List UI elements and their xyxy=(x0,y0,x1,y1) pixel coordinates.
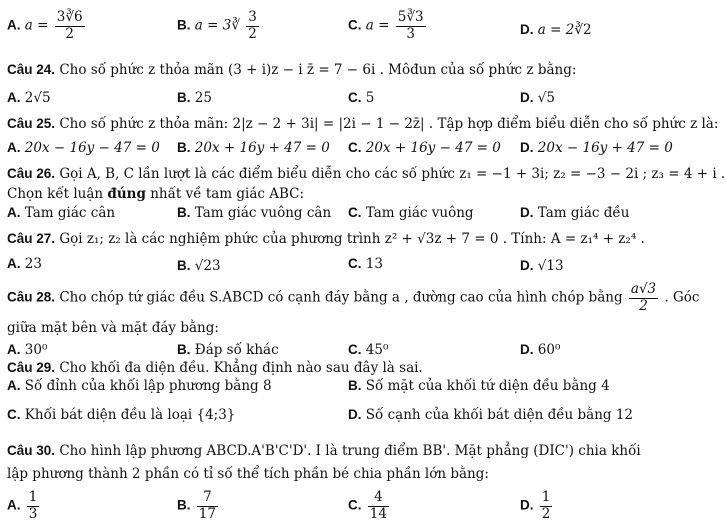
q25-stem: Cho số phức z thỏa mãn: 2|z − 2 + 3i| = |2i − 1 − 2z̄| . Tập hợp điểm biểu diễn cho số phức z là: xyxy=(59,116,719,132)
q23-option-c[interactable]: C. a = $\frac{5∛3}{3}$ xyxy=(348,9,424,42)
q23-b-num: 3 xyxy=(248,9,257,25)
q25-option-b[interactable]: B. 20x + 16y + 47 = 0 xyxy=(177,140,330,156)
q30-option-b[interactable]: B. $\frac{7}{17}$ xyxy=(177,489,216,522)
q25-option-d[interactable]: D. 20x − 16y + 47 = 0 xyxy=(520,140,673,156)
q28-option-b[interactable]: B. Đáp số khác xyxy=(177,342,279,358)
q23-option-b[interactable]: B. a = 3∛ $\frac{3}{2}$ xyxy=(177,9,257,42)
q23-c-den: 3 xyxy=(406,25,415,42)
q25-option-c[interactable]: C. 20x + 16y − 47 = 0 xyxy=(348,140,501,156)
q28-stem-line2: giữa mặt bên và mặt đáy bằng: xyxy=(7,320,219,336)
question-26: Câu 26. Gọi A, B, C lần lượt là các điểm biểu diễn cho các số phức z₁ = −1 + 3i; z₂ = −3 − 2i ; z₃ = 4 + i . xyxy=(7,166,725,182)
q27-option-d[interactable]: D. √13 xyxy=(520,258,564,274)
q26-stem-line2: Chọn kết luận đúng nhất về tam giác ABC: xyxy=(7,186,305,202)
q30-stem-line2: lập phương thành 2 phần có tỉ số thể tích phần bé chia phần lớn bằng: xyxy=(7,466,489,482)
q28-option-c[interactable]: C. 45⁰ xyxy=(348,342,389,358)
question-27: Câu 27. Gọi z₁; z₂ là các nghiệm phức của phương trình z² + √3z + 7 = 0 . Tính: A = z₁⁴ + z₂⁴ . xyxy=(7,231,645,247)
question-25: Câu 25. Cho số phức z thỏa mãn: 2|z − 2 + 3i| = |2i − 1 − 2z̄| . Tập hợp điểm biểu diễn cho số phức z là: xyxy=(7,116,719,132)
question-28: Câu 28. Cho chóp tứ giác đều S.ABCD có cạnh đáy bằng a , đường cao của hình chóp bằng $\frac{a√3}{2}$ . Góc xyxy=(7,281,700,314)
q23-option-a[interactable]: A. a = $\frac{3∛6}{2}$ xyxy=(7,9,83,42)
q30-option-d[interactable]: D. $\frac{1}{2}$ xyxy=(520,489,551,522)
q24-option-b[interactable]: B. 25 xyxy=(177,90,212,106)
q26-option-c[interactable]: C. Tam giác vuông xyxy=(348,205,474,221)
q23-b-den: 2 xyxy=(248,25,257,42)
q29-option-a[interactable]: A. Số đỉnh của khối lập phương bằng 8 xyxy=(7,378,272,394)
q29-stem: Cho khối đa diện đều. Khẳng định nào sau đây là sai. xyxy=(59,360,423,376)
question-29: Câu 29. Cho khối đa diện đều. Khẳng định nào sau đây là sai. xyxy=(7,360,423,376)
q29-option-d[interactable]: D. Số cạnh của khối bát diện đều bằng 12 xyxy=(348,407,633,423)
question-24: Câu 24. Cho số phức z thỏa mãn (3 + i)z − i z̄ = 7 − 6i . Môđun của số phức z bằng: xyxy=(7,62,577,78)
q23-c-num: 5∛3 xyxy=(397,9,424,25)
q26-option-d[interactable]: D. Tam giác đều xyxy=(520,205,630,221)
q27-stem: Gọi z₁; z₂ là các nghiệm phức của phương trình z² + √3z + 7 = 0 . Tính: A = z₁⁴ + z₂⁴ . xyxy=(59,231,645,247)
q26-option-b[interactable]: B. Tam giác vuông cân xyxy=(177,205,332,221)
q26-stem: Gọi A, B, C lần lượt là các điểm biểu diễn cho các số phức z₁ = −1 + 3i; z₂ = −3 − 2i ; z₃ = 4 + i . xyxy=(59,166,725,182)
question-30: Câu 30. Cho hình lập phương ABCD.A'B'C'D'. I là trung điểm BB'. Mặt phẳng (DIC') chia khối xyxy=(7,443,641,459)
q30-option-c[interactable]: C. $\frac{4}{14}$ xyxy=(348,489,387,522)
q30-stem: Cho hình lập phương ABCD.A'B'C'D'. I là trung điểm BB'. Mặt phẳng (DIC') chia khối xyxy=(59,443,641,459)
q23-a-den: 2 xyxy=(65,25,74,42)
q28-option-a[interactable]: A. 30⁰ xyxy=(7,342,48,358)
q25-option-a[interactable]: A. 20x − 16y − 47 = 0 xyxy=(7,140,160,156)
q26-option-a[interactable]: A. Tam giác cân xyxy=(7,205,116,221)
q24-option-c[interactable]: C. 5 xyxy=(348,90,375,106)
q27-option-a[interactable]: A. 23 xyxy=(7,256,42,272)
q27-option-b[interactable]: B. √23 xyxy=(177,258,221,274)
q28-frac-den: 2 xyxy=(639,297,648,314)
q24-option-d[interactable]: D. √5 xyxy=(520,90,555,106)
q29-option-b[interactable]: B. Số mặt của khối tứ diện đều bằng 4 xyxy=(348,378,610,394)
q24-stem: Cho số phức z thỏa mãn (3 + i)z − i z̄ = 7 − 6i . Môđun của số phức z bằng: xyxy=(59,62,577,78)
q24-option-a[interactable]: A. 2√5 xyxy=(7,90,51,106)
q28-stem: Cho chóp tứ giác đều S.ABCD có cạnh đáy bằng a , đường cao của hình chóp bằng xyxy=(59,289,623,306)
q27-option-c[interactable]: C. 13 xyxy=(348,256,383,272)
q30-option-a[interactable]: A. $\frac{1}{3}$ xyxy=(7,489,38,522)
q23-option-d[interactable]: D. a = 2∛2 xyxy=(520,22,592,38)
q23-a-num: 3∛6 xyxy=(56,9,83,25)
q29-option-c[interactable]: C. Khối bát diện đều là loại {4;3} xyxy=(7,407,236,423)
q28-option-d[interactable]: D. 60⁰ xyxy=(520,342,561,358)
q28-frac-num: a√3 xyxy=(630,281,657,297)
